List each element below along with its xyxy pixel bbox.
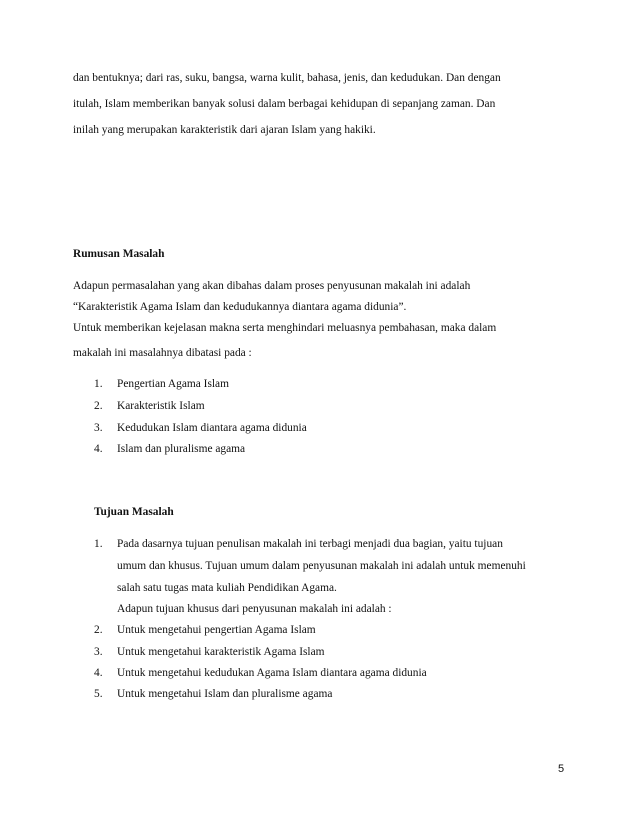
- intro-line-1: dan bentuknya; dari ras, suku, bangsa, warna kulit, bahasa, jenis, dan kedudukan. Dan dengan: [73, 72, 501, 84]
- list-item: Untuk mengetahui Islam dan pluralisme agama: [117, 688, 333, 700]
- rumusan-line-1: Adapun permasalahan yang akan dibahas dalam proses penyusunan makalah ini adalah: [73, 280, 471, 292]
- list-item: Islam dan pluralisme agama: [117, 443, 246, 455]
- rumusan-heading: Rumusan Masalah: [73, 248, 165, 260]
- intro-line-2: itulah, Islam memberikan banyak solusi dalam berbagai kehidupan di sepanjang zaman. Dan: [73, 98, 496, 110]
- list-item: Untuk mengetahui pengertian Agama Islam: [117, 624, 316, 636]
- rumusan-line-2: “Karakteristik Agama Islam dan kedudukannya diantara agama didunia”.: [73, 301, 407, 313]
- list-item-number: 4.: [94, 667, 103, 679]
- list-item: Karakteristik Islam: [117, 400, 205, 412]
- rumusan-line-4: makalah ini masalahnya dibatasi pada :: [73, 347, 252, 359]
- list-item-number: 4.: [94, 443, 103, 455]
- list-item: Untuk mengetahui kedudukan Agama Islam diantara agama didunia: [117, 667, 427, 679]
- tujuan-item1-line-3: salah satu tugas mata kuliah Pendidikan Agama.: [117, 582, 337, 594]
- list-item-number: 5.: [94, 688, 103, 700]
- list-item: Kedudukan Islam diantara agama didunia: [117, 422, 307, 434]
- intro-line-3: inilah yang merupakan karakteristik dari ajaran Islam yang hakiki.: [73, 124, 376, 136]
- page-number: 5: [558, 763, 565, 775]
- list-item-number: 3.: [94, 646, 103, 658]
- tujuan-item1-line-2: umum dan khusus. Tujuan umum dalam penyusunan makalah ini adalah untuk memenuhi: [117, 560, 526, 572]
- list-item-number: 3.: [94, 422, 103, 434]
- list-item-number: 1.: [94, 378, 103, 390]
- tujuan-heading: Tujuan Masalah: [94, 506, 174, 518]
- tujuan-item1-line-4: Adapun tujuan khusus dari penyusunan makalah ini adalah :: [117, 603, 392, 615]
- list-item: Pengertian Agama Islam: [117, 378, 229, 390]
- list-item: Untuk mengetahui karakteristik Agama Islam: [117, 646, 325, 658]
- list-item-number: 1.: [94, 538, 103, 550]
- rumusan-line-3: Untuk memberikan kejelasan makna serta menghindari meluasnya pembahasan, maka dalam: [73, 322, 497, 334]
- list-item-number: 2.: [94, 400, 103, 412]
- list-item-number: 2.: [94, 624, 103, 636]
- tujuan-item1-line-1: Pada dasarnya tujuan penulisan makalah ini terbagi menjadi dua bagian, yaitu tujuan: [117, 538, 503, 550]
